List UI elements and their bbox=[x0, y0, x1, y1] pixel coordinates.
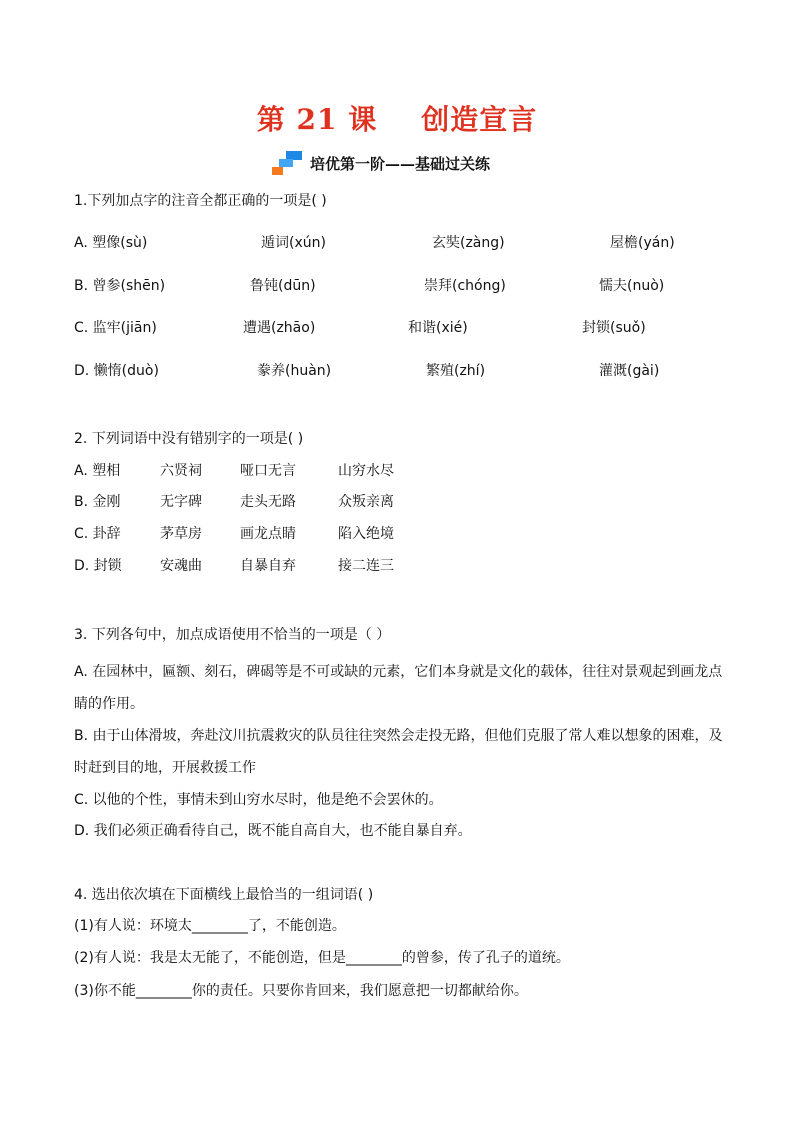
section-heading bbox=[272, 150, 490, 176]
q2-option-a-4: 山穷水尽 bbox=[338, 463, 394, 479]
q2-option-d-3: 自暴自弃 bbox=[240, 558, 296, 574]
q1-option-a-3: 玄奘(zàng) bbox=[432, 235, 505, 251]
q1-option-a-4: 屋檐(yán) bbox=[610, 235, 675, 251]
q1-option-b-3: 崇拜(chóng) bbox=[424, 278, 506, 294]
q1-option-a-2: 遁词(xún) bbox=[261, 235, 326, 251]
q1-option-d-4: 灌溉(gài) bbox=[599, 363, 660, 379]
q3-option-b: B. 由于山体滑坡，奔赴汶川抗震救灾的队员往往突然会走投无路，但他们克服了常人难以想象的困难，及时赶到目的地，开展救援工作 bbox=[74, 728, 723, 776]
lesson-number: 第 21 课 bbox=[256, 103, 378, 136]
q1-option-d-1: D. 懒惰(duò) bbox=[74, 363, 159, 379]
q2-option-b-2: 无字碑 bbox=[160, 494, 202, 510]
q2-option-d-4: 接二连三 bbox=[338, 558, 394, 574]
q1-option-c-3: 和谐(xié) bbox=[408, 320, 468, 336]
section-heading-text: 培优第一阶——基础过关练 bbox=[310, 154, 491, 173]
q1-option-c-4: 封锁(suǒ) bbox=[582, 320, 646, 336]
q1-option-b-1: B. 曾参(shēn) bbox=[74, 278, 166, 294]
q1-option-d-3: 繁殖(zhí) bbox=[426, 363, 486, 379]
q2-option-d-1: D. 封锁 bbox=[74, 558, 122, 574]
q4-question: 4. 选出依次填在下面横线上最恰当的一组词语( ) bbox=[74, 887, 374, 903]
steps-icon bbox=[272, 151, 306, 175]
q2-question: 2. 下列词语中没有错别字的一项是( ) bbox=[74, 431, 304, 447]
q3-option-d: D. 我们必须正确看待自己，既不能自高自大，也不能自暴自弃。 bbox=[74, 823, 472, 839]
q4-sentence-2: (2)有人说：我是太无能了，不能创造，但是________的曾参，传了孔子的道统。 bbox=[74, 950, 570, 966]
q1-option-c-2: 遭遇(zhāo) bbox=[243, 320, 316, 336]
q2-option-c-3: 画龙点睛 bbox=[240, 526, 296, 542]
q1-option-c-1: C. 监牢(jiān) bbox=[74, 320, 157, 336]
q2-option-b-3: 走头无路 bbox=[240, 494, 296, 510]
q3-option-a: A. 在园林中，匾额、刻石，碑碣等是不可或缺的元素，它们本身就是文化的载体，往往对景观起到画龙点睛的作用。 bbox=[74, 664, 723, 712]
q2-option-c-1: C. 卦辞 bbox=[74, 526, 121, 542]
q2-option-c-4: 陷入绝境 bbox=[338, 526, 394, 542]
q1-option-d-2: 豢养(huàn) bbox=[257, 363, 332, 379]
lesson-name: 创造宣言 bbox=[421, 103, 538, 136]
q2-option-b-4: 众叛亲离 bbox=[338, 494, 394, 510]
q1-option-b-4: 懦夫(nuò) bbox=[599, 278, 665, 294]
q2-option-b-1: B. 金刚 bbox=[74, 494, 121, 510]
q1-option-a-1: A. 塑像(sù) bbox=[74, 235, 148, 251]
q2-option-a-2: 六贤祠 bbox=[160, 463, 202, 479]
q1-option-b-2: 鲁钝(dūn) bbox=[250, 278, 316, 294]
q2-option-d-2: 安魂曲 bbox=[160, 558, 202, 574]
lesson-title bbox=[0, 98, 794, 138]
q3-option-c: C. 以他的个性，事情未到山穷水尽时，他是绝不会罢休的。 bbox=[74, 792, 443, 808]
q2-option-c-2: 茅草房 bbox=[160, 526, 202, 542]
q3-question: 3. 下列各句中，加点成语使用不恰当的一项是（ ） bbox=[74, 627, 391, 643]
q4-sentence-1: (1)有人说：环境太________了，不能创造。 bbox=[74, 918, 346, 934]
q1-question: 1.下列加点字的注音全都正确的一项是( ) bbox=[74, 193, 327, 209]
q2-option-a-1: A. 塑相 bbox=[74, 463, 121, 479]
q4-sentence-3: (3)你不能________你的责任。只要你肯回来，我们愿意把一切都献给你。 bbox=[74, 983, 528, 999]
q2-option-a-3: 哑口无言 bbox=[240, 463, 296, 479]
